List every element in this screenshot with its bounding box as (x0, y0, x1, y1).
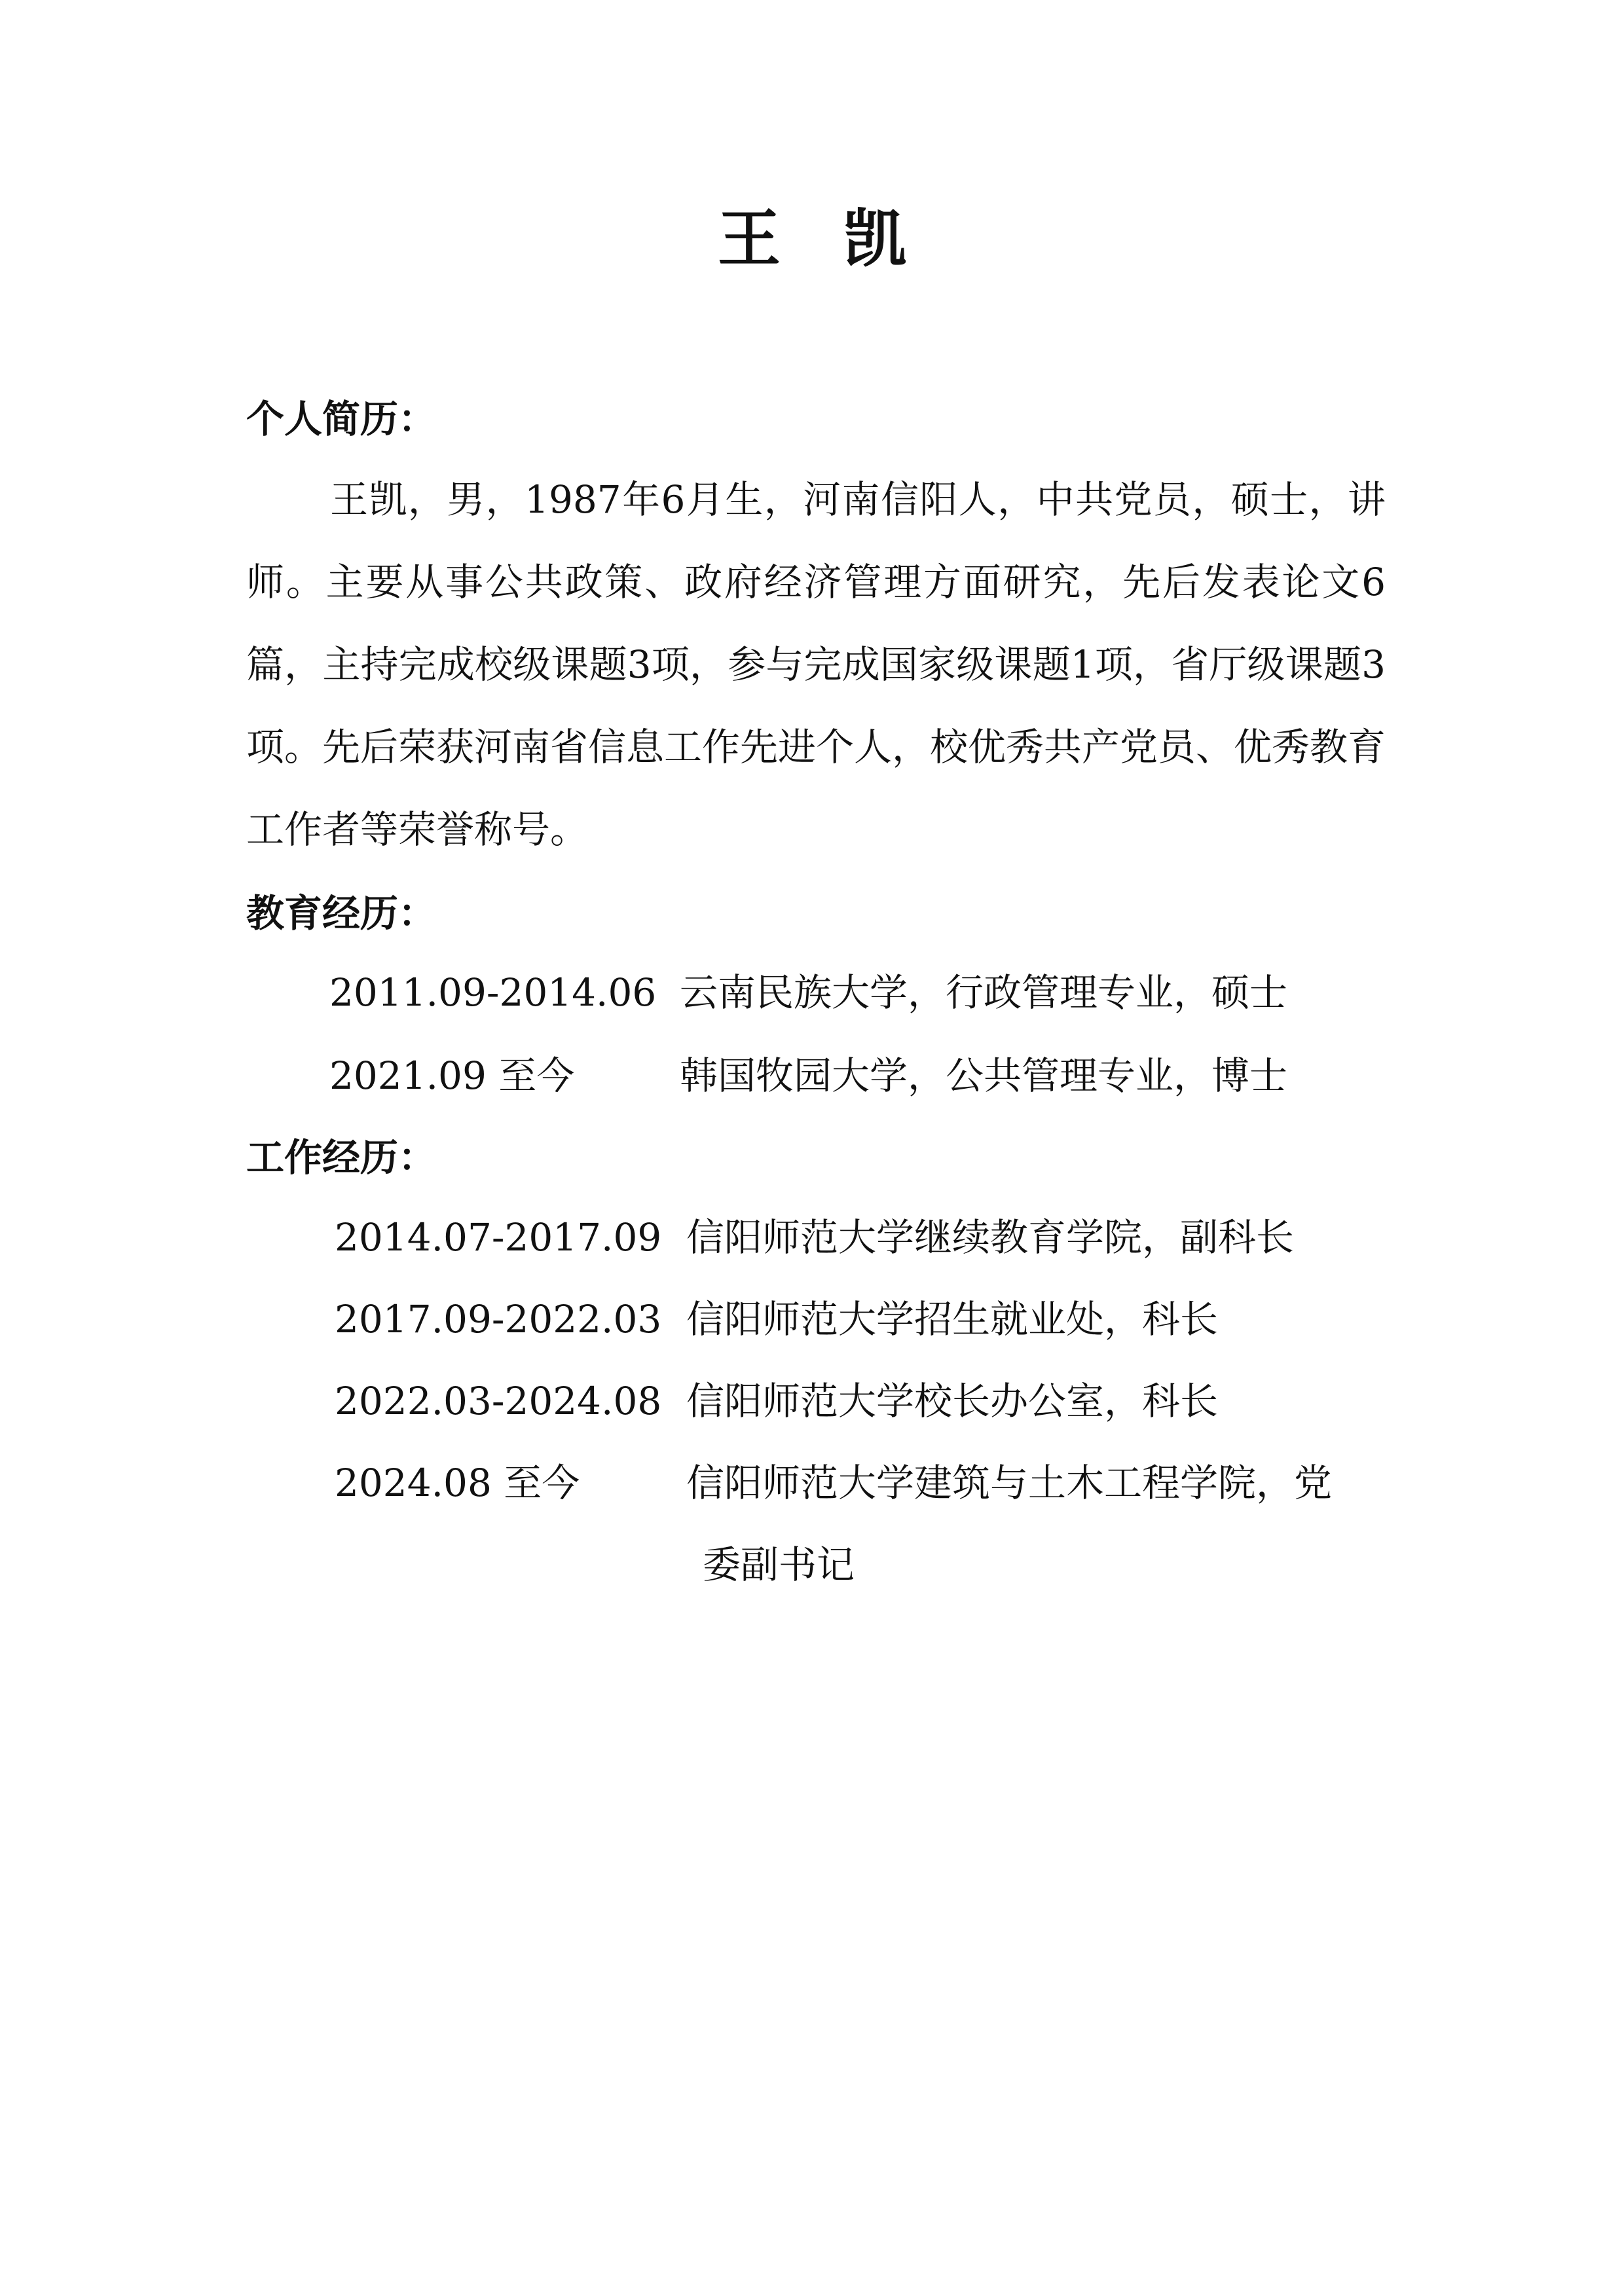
education-date: 2011.09-2014.06 (329, 970, 657, 1015)
title-first-char: 王 (718, 202, 781, 276)
work-description: 信阳师范大学校长办公室，科长 (686, 1379, 1219, 1423)
work-date: 2024.08 至今 (335, 1461, 580, 1505)
work-date: 2014.07-2017.09 (335, 1215, 662, 1260)
education-description: 云南民族大学，行政管理专业，硕士 (680, 970, 1288, 1015)
bio-paragraph: 王凯，男，1987年6月生，河南信阳人，中共党员，硕士，讲师。主要从事公共政策、政府经济管理方面研究，先后发表论文6篇，主持完成校级课题3项，参与完成国家级课题1项，省厅级课题3项。先后荣获河南省信息工作先进个人，校优秀共产党员、优秀教育工作者等荣誉称号。 (246, 477, 1386, 852)
bio-heading: 个人简历： (246, 397, 437, 441)
work-description: 信阳师范大学招生就业处，科长 (686, 1297, 1219, 1341)
work-heading: 工作经历： (246, 1135, 437, 1180)
education-date: 2021.09 至今 (329, 1053, 575, 1098)
document-title (0, 200, 1624, 278)
title-second-char: 凯 (843, 202, 906, 276)
work-date: 2017.09-2022.03 (335, 1297, 662, 1341)
education-description: 韩国牧园大学，公共管理专业，博士 (680, 1053, 1288, 1098)
education-heading: 教育经历： (246, 891, 437, 936)
work-description: 信阳师范大学继续教育学院，副科长 (686, 1215, 1295, 1260)
work-description-continuation: 委副书记 (703, 1542, 855, 1587)
work-description: 信阳师范大学建筑与土木工程学院，党 (686, 1461, 1333, 1505)
work-date: 2022.03-2024.08 (335, 1379, 662, 1423)
